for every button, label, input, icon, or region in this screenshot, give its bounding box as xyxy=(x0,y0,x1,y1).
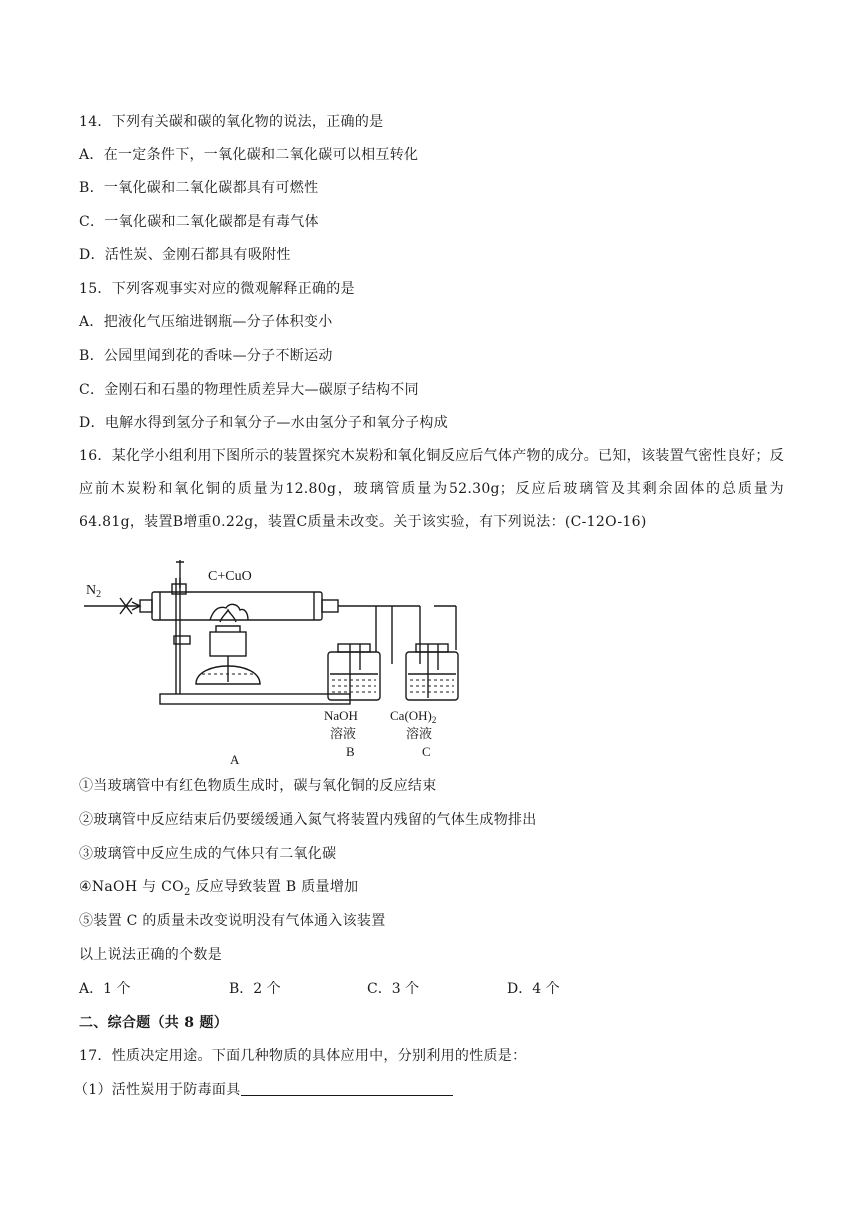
q16-stem: 16．某化学小组利用下图所示的装置探究木炭粉和氧化铜反应后气体产物的成分。已知，该装置气密性良好；反应前木炭粉和氧化铜的质量为12.80g，玻璃管质量为52.30g；反应后玻璃管及其剩余固体的总质量为64.81g，装置B增重0.22g，装置C质量未改变。关于该实验，有下列说法：(C-12O-16) xyxy=(79,448,784,530)
bottle-c-tag: C xyxy=(422,744,431,759)
q14-option-c: C．一氧化碳和二氧化碳都是有毒气体 xyxy=(79,214,319,230)
q15-stem: 15．下列客观事实对应的微观解释正确的是 xyxy=(79,281,355,297)
q15-option-b: B．公园里闻到花的香味—分子不断运动 xyxy=(79,348,333,364)
q17-part-1: （1）活性炭用于防毒面具 xyxy=(74,1080,453,1100)
section-heading: 二、综合题（共 8 题） xyxy=(79,1015,229,1031)
q16-statement-3: ③玻璃管中反应生成的气体只有二氧化碳 xyxy=(79,846,337,862)
q16-statement-1: ①当玻璃管中有红色物质生成时，碳与氧化铜的反应结束 xyxy=(79,778,437,794)
reactant-label: C+CuO xyxy=(208,569,252,584)
n2-label: $N_2$ xyxy=(86,583,102,600)
bottle-b-tag: B xyxy=(346,744,355,759)
q14-stem: 14．下列有关碳和碳的氧化物的说法，正确的是 xyxy=(79,114,384,130)
q16-option-c: C．3 个 xyxy=(367,981,420,997)
q16-option-b: B．2 个 xyxy=(229,981,281,997)
answer-blank[interactable] xyxy=(241,1081,453,1096)
q16-option-d: D．4 个 xyxy=(507,981,560,997)
q15-option-a: A．把液化气压缩进钢瓶—分子体积变小 xyxy=(79,314,333,330)
q16-statement-4: ④NaOH 与 $CO_2$ 反应导致装置 B 质量增加 xyxy=(79,879,359,898)
q15-option-c: C．金刚石和石墨的物理性质差异大—碳原子结构不同 xyxy=(79,382,419,398)
q14-option-a: A．在一定条件下，一氧化碳和二氧化碳可以相互转化 xyxy=(79,147,419,163)
q14-option-d: D．活性炭、金刚石都具有吸附性 xyxy=(79,247,291,263)
q16-statement-2: ②玻璃管中反应结束后仍要缓缓通入氮气将装置内残留的气体生成物排出 xyxy=(79,812,537,828)
q15-option-d: D．电解水得到氢分子和氧分子—水由氢分子和氧分子构成 xyxy=(79,415,449,431)
q16-statement-5: ⑤装置 C 的质量未改变说明没有气体通入该装置 xyxy=(79,913,386,929)
bottle-b-reagent: NaOH xyxy=(324,708,358,723)
q14-option-b: B．一氧化碳和二氧化碳都具有可燃性 xyxy=(79,180,319,196)
q17-stem: 17．性质决定用途。下面几种物质的具体应用中，分别利用的性质是： xyxy=(79,1048,527,1064)
q16-option-a: A．1 个 xyxy=(79,981,131,997)
bottle-c-solution: 溶液 xyxy=(406,726,433,741)
bottle-c-reagent: $Ca(OH)_2$ xyxy=(390,708,437,725)
q16-ask: 以上说法正确的个数是 xyxy=(79,947,222,963)
apparatus-diagram xyxy=(80,548,470,768)
bottle-b-solution: 溶液 xyxy=(330,726,357,741)
apparatus-a-tag: A xyxy=(230,752,240,767)
